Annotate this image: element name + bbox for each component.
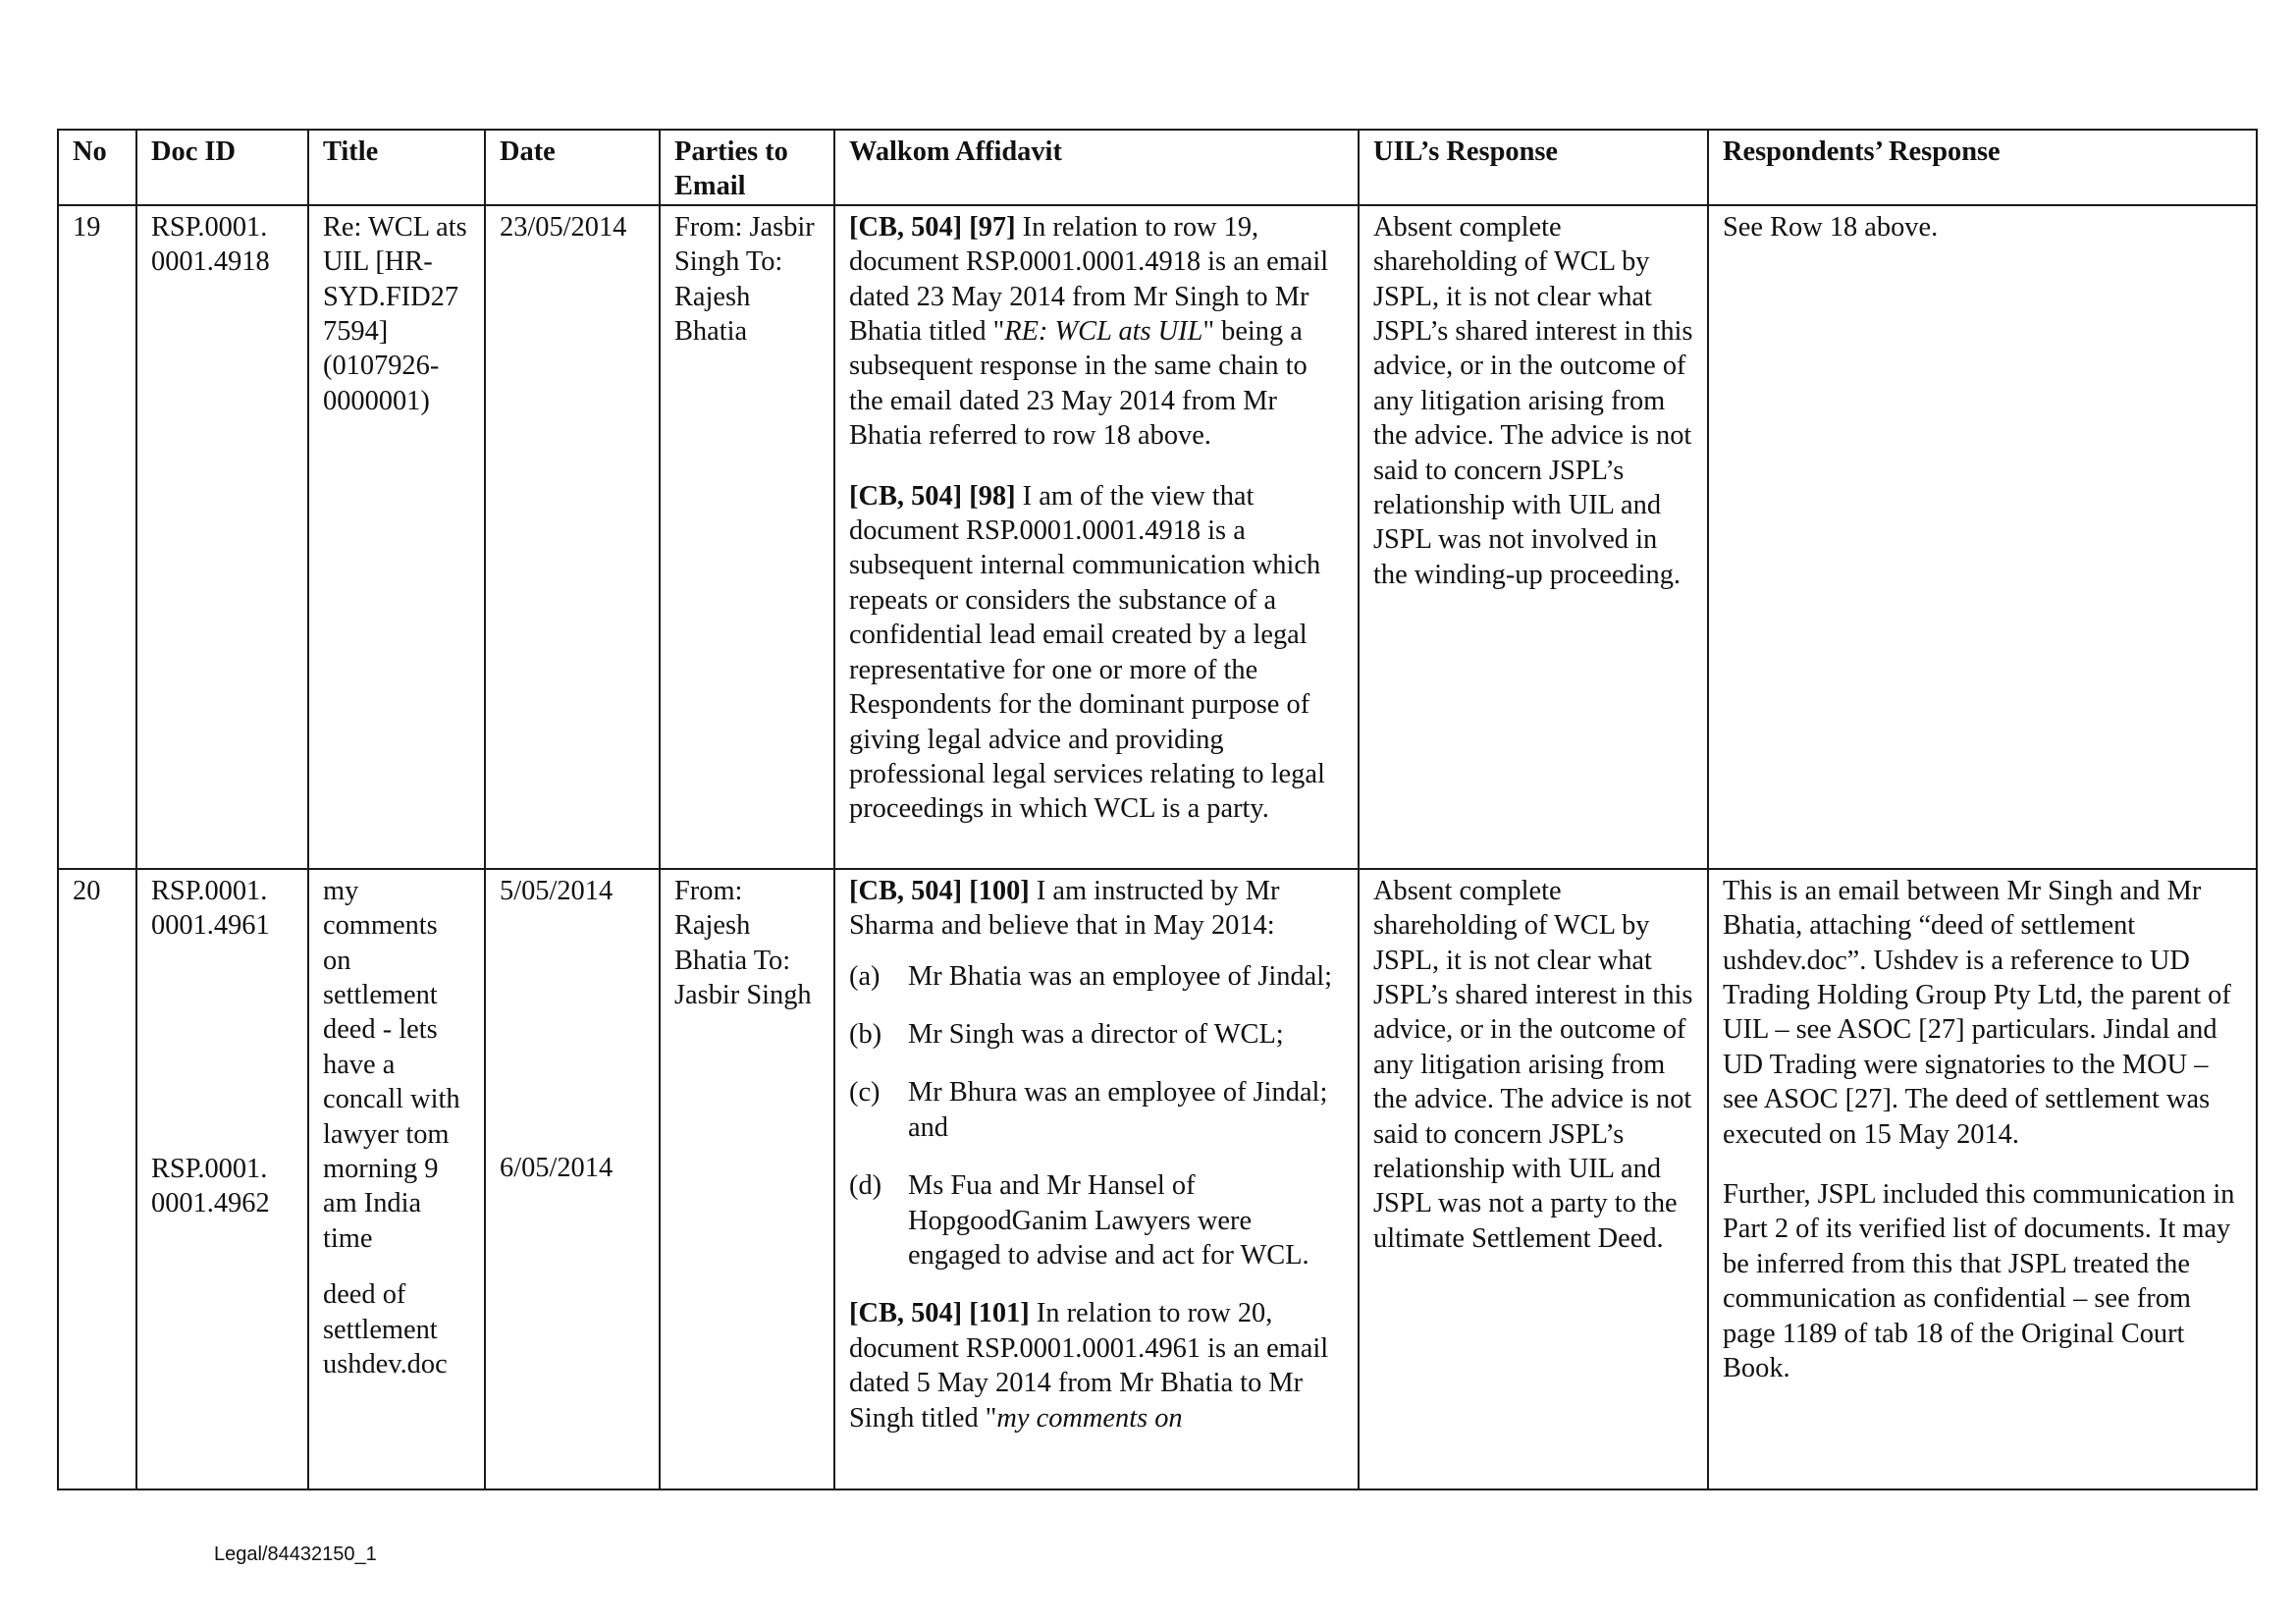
date-cell [485,869,660,1489]
table-row [58,205,2257,869]
header-parties: Parties to Email [660,130,834,205]
parties-cell: From: Rajesh Bhatia To: Jasbir Singh [660,869,834,1489]
doc-date: 23/05/2014 [500,211,627,243]
doc-title: Re: WCL ats UIL [HR-SYD.FID27 7594] (0107926-0000001) [323,211,467,416]
header-row [58,130,2257,205]
doc-date: 6/05/2014 [500,1153,614,1184]
uil-response-cell: Absent complete shareholding of WCL by JSPL, it is not clear what JSPL’s shared interest in this advice, or in the outcome of any litigation arising from the advice. The advice is not said to concern JSPL’s relationship with UIL and JSPL was not a party to the ultimate Settlement Deed. [1359,869,1708,1489]
header-date: Date [485,130,660,205]
list-item: (a) Mr Bhatia was an employee of Jindal; [849,960,1333,992]
uil-response-cell: Absent complete shareholding of WCL by JSPL, it is not clear what JSPL’s shared interest in this advice, or in the outcome of any litigation arising from the advice. The advice is not said to concern JSPL’s relationship with UIL and JSPL was not involved in the winding-up proceeding. [1359,205,1708,869]
affidavit-paragraph: [CB, 504] [97] In relation to row 19, document RSP.0001.0001.4918 is an email dated 23 May 2014 from Mr Singh to Mr Bhatia titled "RE: WCL ats UIL" being a subsequent response in the same chain to the email dated 23 May 2014 from Mr Bhatia referred to row 18 above. [849,211,1329,452]
response-paragraph: Further, JSPL included this communication in Part 2 of its verified list of documents. It may be inferred from this that JSPL treated the communication as confidential – see from page 1189 of tab 18 of the Original Court Book. [1723,1179,2235,1384]
table-row [58,869,2257,1489]
affidavit-paragraph: [CB, 504] [98] I am of the view that document RSP.0001.0001.4918 is a subsequent internal communication which repeats or considers the substance of a confidential lead email created by a legal representative for one or more of the Respondents for the dominant purpose of giving legal advice and providing professional legal services relating to legal proceedings in which WCL is a party. [849,480,1325,825]
title-cell [308,205,485,869]
doc-id: RSP.0001. 0001.4962 [151,1153,270,1219]
header-walkom-affidavit: Walkom Affidavit [834,130,1359,205]
header-title: Title [308,130,485,205]
respondents-response-cell [1708,869,2257,1489]
doc-id-cell [136,869,308,1489]
list-item: (b) Mr Singh was a director of WCL; [849,1019,1284,1051]
row-number: 19 [58,205,136,869]
list-item: (c) Mr Bhura was an employee of Jindal; and [849,1077,1328,1143]
header-respondents-response: Respondents’ Response [1708,130,2257,205]
affidavit-cell [834,869,1359,1489]
date-cell [485,205,660,869]
affidavit-cell [834,205,1359,869]
header-uil-response: UIL’s Response [1359,130,1708,205]
doc-id: RSP.0001. 0001.4961 [151,875,270,942]
affidavit-paragraph: [CB, 504] [100] I am instructed by Mr Sharma and believe that in May 2014: [849,875,1280,942]
doc-title: deed of settlement ushdev.doc [323,1279,448,1380]
affidavit-paragraph: [CB, 504] [101] In relation to row 20, document RSP.0001.0001.4961 is an email dated 5 May 2014 from Mr Bhatia to Mr Singh titled "my comments on [849,1298,1329,1434]
row-number: 20 [58,869,136,1489]
response-paragraph: This is an email between Mr Singh and Mr Bhatia, attaching “deed of settlement ushdev.doc”. Ushdev is a reference to UD Trading Holding Group Pty Ltd, the parent of UIL – see ASOC [27] particulars. Jindal and UD Trading were signatories to the MOU – see ASOC [27]. The deed of settlement was executed on 15 May 2014. [1723,875,2231,1150]
header-no: No [58,130,136,205]
header-doc-id: Doc ID [136,130,308,205]
doc-id-cell [136,205,308,869]
parties-cell: From: Jasbir Singh To: Rajesh Bhatia [660,205,834,869]
affidavit-list [849,959,1346,1273]
doc-date: 5/05/2014 [500,875,614,906]
title-cell [308,869,485,1489]
respondents-response-cell: See Row 18 above. [1708,205,2257,869]
privilege-table [57,129,2258,1490]
doc-id: RSP.0001. 0001.4918 [151,211,270,278]
list-item: (d) Ms Fua and Mr Hansel of HopgoodGanim Lawyers were engaged to advise and act for WCL. [849,1170,1309,1272]
doc-title: my comments on settlement deed - lets have a concall with lawyer tom morning 9 am India time [323,875,460,1254]
document-reference: Legal/84432150_1 [214,1543,377,1565]
